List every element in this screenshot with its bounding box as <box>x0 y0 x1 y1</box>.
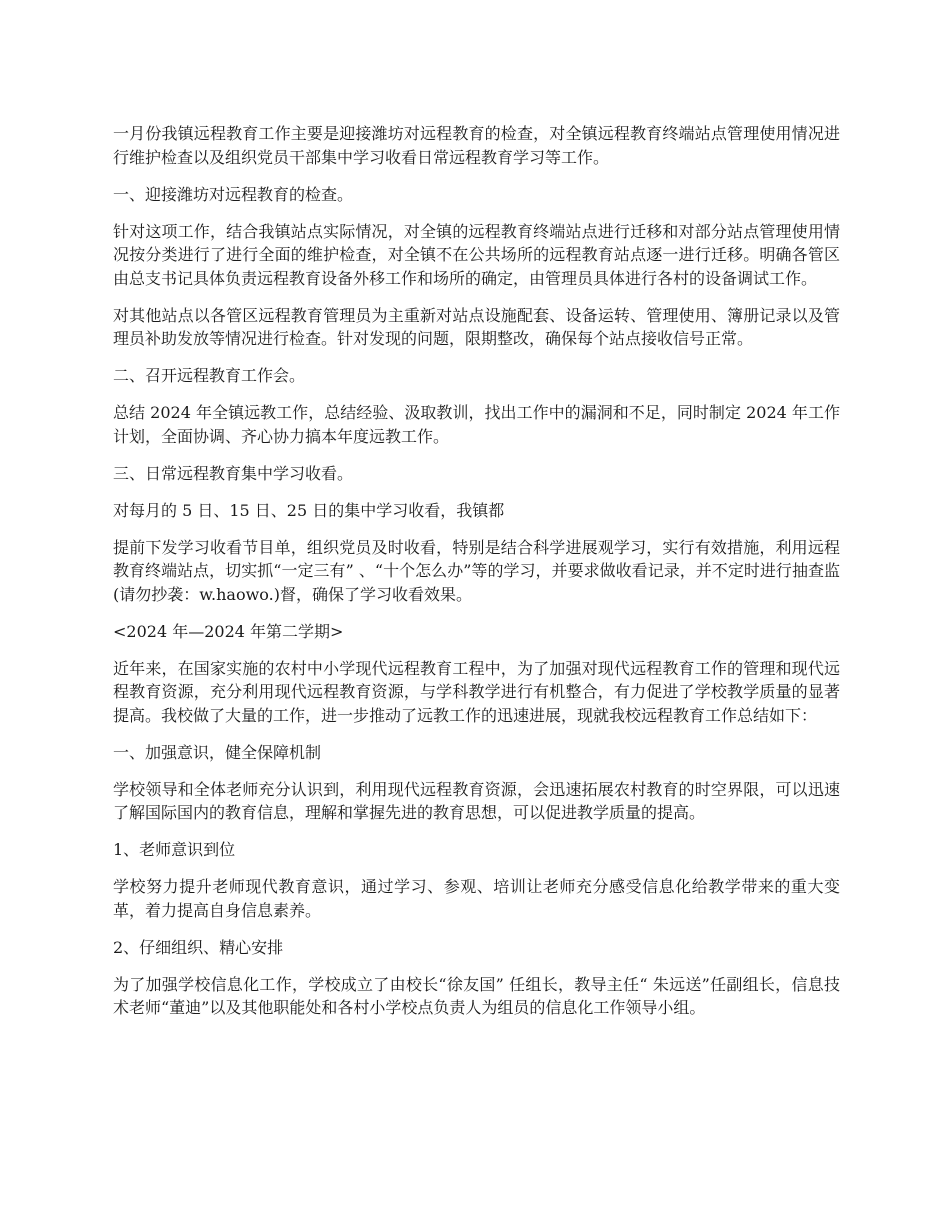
document-page <box>113 122 840 1033</box>
subsection-heading-1: 1、老师意识到位 <box>113 840 236 859</box>
body-paragraph: 学校努力提升老师现代教育意识，通过学习、参观、培训让老师充分感受信息化给教学带来的重大变革，着力提高自身信息素养。 <box>113 877 840 920</box>
section-heading-1: 一、迎接潍坊对远程教育的检查。 <box>113 184 354 204</box>
section-heading-4: 一、加强意识，健全保障机制 <box>113 742 322 762</box>
body-paragraph: 近年来，在国家实施的农村中小学现代远程教育工程中，为了加强对现代远程教育工作的管理和现代远程教育资源，充分利用现代远程教育资源，与学科教学进行有机整合，有力促进了学校教学质量的显著提高。我校做了大量的工作，进一步推动了远教工作的迅速进展，现就我校远程教育工作总结如下： <box>113 658 840 725</box>
section-heading-2: 二、召开远程教育工作会。 <box>113 366 306 385</box>
body-paragraph: 提前下发学习收看节目单，组织党员及时收看，特别是结合科学进展观学习，实行有效措施，利用远程教育终端站点，切实抓“一定三有” 、“十个怎么办”等的学习，并要求做收看记录，并不定时进行抽查监(请勿抄袭：w.haowo.)督，确保了学习收看效果。 <box>113 537 840 604</box>
body-paragraph: 针对这项工作，结合我镇站点实际情况，对全镇的远程教育终端站点进行迁移和对部分站点管理使用情况按分类进行了进行全面的维护检查，对全镇不在公共场所的远程教育站点逐一进行迁移。明确各管区由总支书记具体负责远程教育设备外移工作和场所的确定，由管理员具体进行各村的设备调试工作。 <box>113 221 840 288</box>
body-paragraph: 为了加强学校信息化工作，学校成立了由校长“徐友国” 任组长，教导主任“ 朱远送”任副组长，信息技术老师“董迪”以及其他职能处和各村小学校点负责人为组员的信息化工作领导小组。 <box>113 974 840 1017</box>
intro-paragraph: 一月份我镇远程教育工作主要是迎接潍坊对远程教育的检查，对全镇远程教育终端站点管理使用情况进行维护检查以及组织党员干部集中学习收看日常远程教育学习等工作。 <box>113 124 840 167</box>
body-paragraph: 对其他站点以各管区远程教育管理员为主重新对站点设施配套、设备运转、管理使用、簿册记录以及管理员补助发放等情况进行检查。针对发现的问题，限期整改，确保每个站点接收信号正常。 <box>113 305 840 348</box>
body-paragraph: 总结 2024 年全镇远教工作，总结经验、汲取教训，找出工作中的漏洞和不足，同时制定 2024 年工作计划，全面协调、齐心协力搞本年度远教工作。 <box>113 403 840 446</box>
section-heading-3: 三、日常远程教育集中学习收看。 <box>113 463 354 483</box>
subsection-heading-2: 2、仔细组织、精心安排 <box>113 937 284 957</box>
body-paragraph: 对每月的 5 日、15 日、25 日的集中学习收看，我镇都 <box>113 500 505 520</box>
term-heading: <2024 年—2024 年第二学期> <box>113 621 344 641</box>
body-paragraph: 学校领导和全体老师充分认识到，利用现代远程教育资源，会迅速拓展农村教育的时空界限，可以迅速了解国际国内的教育信息，理解和掌握先进的教育思想，可以促进教学质量的提高。 <box>113 779 840 822</box>
